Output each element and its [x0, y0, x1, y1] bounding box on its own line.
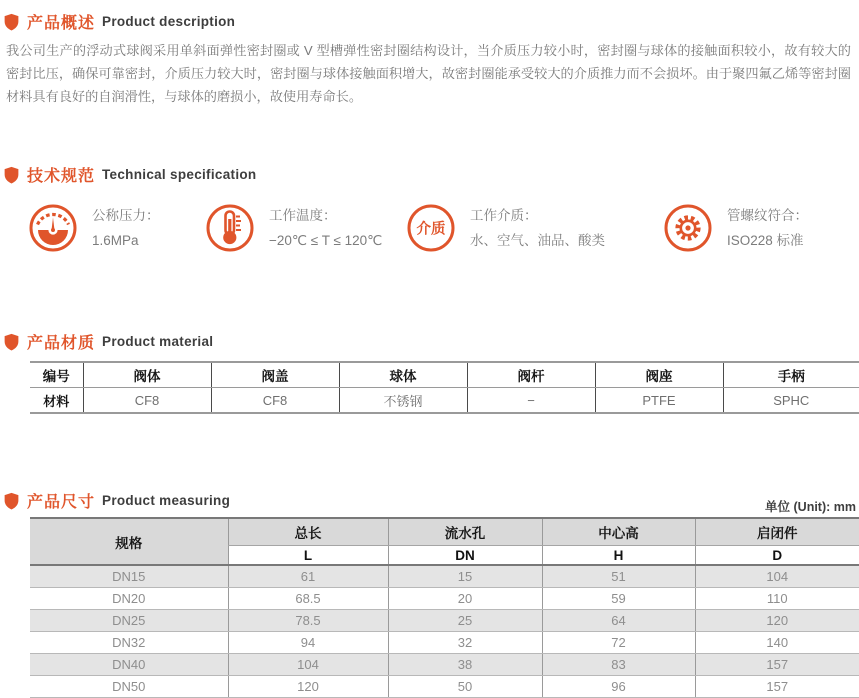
material-header-cell: 手柄: [723, 362, 859, 388]
spec-cell: DN40: [30, 654, 228, 676]
overview-section-header: [4, 10, 235, 33]
spec-cell: DN50: [30, 676, 228, 698]
measuring-table: [30, 517, 859, 698]
spec-label: 工作介质：: [470, 208, 538, 223]
measuring-sub-header: L: [228, 546, 388, 566]
overview-title-en: Product description: [102, 14, 236, 29]
value-cell: 15: [388, 565, 542, 588]
table-row: [30, 632, 859, 654]
material-title-en: Product material: [102, 334, 214, 349]
material-cell: SPHC: [723, 388, 859, 414]
value-cell: 120: [228, 676, 388, 698]
value-cell: 157: [695, 654, 859, 676]
thermometer-icon: [205, 203, 255, 253]
spec-label: 管螺纹符合：: [727, 208, 808, 223]
material-row-label: 材料: [43, 393, 70, 409]
material-header-cell: 编号: [30, 362, 83, 388]
material-header-cell: 球体: [339, 362, 467, 388]
unit-label: 单位 (Unit): mm: [765, 500, 856, 514]
value-cell: 78.5: [228, 610, 388, 632]
material-header-row: [30, 362, 859, 388]
material-cell: CF8: [83, 388, 211, 414]
material-cell: −: [467, 388, 595, 414]
spec-item-medium: [406, 203, 605, 253]
value-cell: 104: [228, 654, 388, 676]
value-cell: 64: [542, 610, 695, 632]
material-section-header: [4, 330, 213, 353]
table-row: [30, 610, 859, 632]
pressure-gauge-icon: [28, 203, 78, 253]
measuring-spec-header: 规格: [30, 518, 228, 565]
value-cell: 110: [695, 588, 859, 610]
material-cell: PTFE: [595, 388, 723, 414]
material-cell: 不锈钢: [339, 388, 467, 414]
measuring-group-header: 启闭件: [695, 518, 859, 546]
material-header-cell: 阀盖: [211, 362, 339, 388]
material-cell: CF8: [211, 388, 339, 414]
table-row: [30, 588, 859, 610]
spec-cell: DN20: [30, 588, 228, 610]
value-cell: 140: [695, 632, 859, 654]
value-cell: 72: [542, 632, 695, 654]
measuring-section-header: [4, 489, 230, 512]
shield-icon: [4, 166, 19, 184]
spec-cell: DN32: [30, 632, 228, 654]
spec-label: 公称压力：: [92, 208, 160, 223]
spec-cell: DN25: [30, 610, 228, 632]
value-cell: 32: [388, 632, 542, 654]
spec-item-pressure: [28, 203, 160, 253]
table-row: [30, 654, 859, 676]
table-row: [30, 565, 859, 588]
spec-value: ISO228 标准: [727, 233, 804, 248]
material-header-cell: 阀座: [595, 362, 723, 388]
value-cell: 59: [542, 588, 695, 610]
material-data-row: [30, 388, 859, 414]
spec-value: 1.6MPa: [92, 233, 139, 248]
measuring-sub-header: H: [542, 546, 695, 566]
value-cell: 94: [228, 632, 388, 654]
measuring-group-header: 总长: [228, 518, 388, 546]
material-header-cell: 阀体: [83, 362, 211, 388]
value-cell: 104: [695, 565, 859, 588]
spec-section-header: [4, 163, 256, 186]
spec-title-cn: 技术规范: [27, 168, 96, 185]
value-cell: 157: [695, 676, 859, 698]
measuring-sub-header: D: [695, 546, 859, 566]
measuring-sub-header: DN: [388, 546, 542, 566]
value-cell: 50: [388, 676, 542, 698]
value-cell: 61: [228, 565, 388, 588]
spec-cell: DN15: [30, 565, 228, 588]
overview-paragraph: 我公司生产的浮动式球阀采用单斜面弹性密封圈或 V 型槽弹性密封圈结构设计，当介质压力较小时，密封圈与球体的接触面积较小，故有较大的密封比压，确保可靠密封，介质压力较大时，密封圈与球体接触面积增大，故密封圈能承受较大的介质推力而不会损坏。由于聚四氟乙烯等密封圈材料具有良好的自润滑性，与球体的磨损小，故使用寿命长。: [6, 43, 851, 104]
measuring-title-cn: 产品尺寸: [27, 494, 96, 511]
overview-title-cn: 产品概述: [27, 15, 96, 32]
spec-value: 水、空气、油品、酸类: [470, 233, 605, 248]
measuring-group-header-row: [30, 518, 859, 546]
material-title-cn: 产品材质: [27, 335, 96, 352]
spec-item-thread: [663, 203, 808, 253]
medium-badge-text: 介质: [416, 221, 446, 238]
material-table: [30, 361, 859, 414]
value-cell: 38: [388, 654, 542, 676]
table-row: [30, 676, 859, 698]
shield-icon: [4, 492, 19, 510]
value-cell: 20: [388, 588, 542, 610]
shield-icon: [4, 13, 19, 31]
shield-icon: [4, 333, 19, 351]
spec-title-en: Technical specification: [102, 167, 257, 182]
medium-badge-icon: [406, 203, 456, 253]
measuring-group-header: 中心高: [542, 518, 695, 546]
value-cell: 83: [542, 654, 695, 676]
spec-label: 工作温度：: [269, 208, 337, 223]
measuring-title-en: Product measuring: [102, 493, 231, 508]
material-header-cell: 阀杆: [467, 362, 595, 388]
measuring-group-header: 流水孔: [388, 518, 542, 546]
value-cell: 120: [695, 610, 859, 632]
spec-value: −20℃ ≤ T ≤ 120℃: [269, 233, 383, 248]
value-cell: 68.5: [228, 588, 388, 610]
value-cell: 51: [542, 565, 695, 588]
value-cell: 96: [542, 676, 695, 698]
value-cell: 25: [388, 610, 542, 632]
gear-icon: [663, 203, 713, 253]
spec-item-temperature: [205, 203, 382, 253]
